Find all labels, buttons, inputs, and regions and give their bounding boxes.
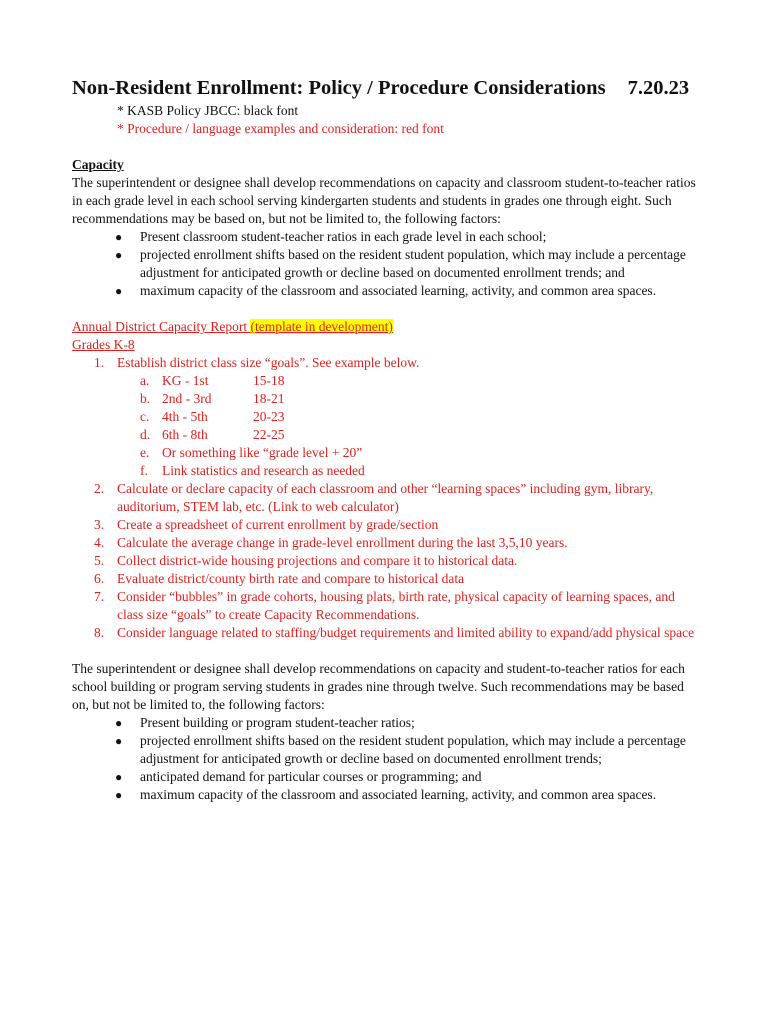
- capacity-heading: Capacity: [72, 157, 124, 172]
- grades-label[interactable]: Grades K-8: [72, 337, 135, 352]
- list-item: e. Or something like “grade level + 20”: [140, 445, 363, 460]
- bullet-icon: ●: [115, 284, 123, 298]
- report-steps-list: [72, 354, 702, 642]
- template-link[interactable]: (template in development): [250, 319, 393, 334]
- highschool-factors-list: [72, 714, 702, 804]
- report-title[interactable]: [72, 318, 702, 336]
- bullet-icon: ●: [115, 770, 123, 784]
- document-title: [72, 76, 702, 100]
- highschool-intro: The superintendent or designee shall develop recommendations on capacity and student-to-teacher ratios for each school building or program serving students in grades nine through twelve. Such recommendations may be based on, but not be limited to, the following factors:: [72, 661, 685, 712]
- bullet-icon: ●: [115, 230, 123, 244]
- list-item: b. 2nd - 3rd 18-21: [140, 391, 285, 406]
- list-item: ● projected enrollment shifts based on the resident student population, which may include a percentage adjustment for anticipated growth or decline based on documented enrollment trends; and: [115, 247, 686, 280]
- list-item: ● anticipated demand for particular courses or programming; and: [115, 769, 482, 784]
- list-item: 6. Evaluate district/county birth rate and compare to historical data: [94, 571, 465, 586]
- bullet-icon: ●: [115, 788, 123, 802]
- capacity-intro: The superintendent or designee shall develop recommendations on capacity and classroom student-to-teacher ratios in each grade level in each school serving kindergarten students and students in grades one through eight. Such recommendations may be based on, but not be limited to, the following factors:: [72, 175, 696, 226]
- legend-black: * KASB Policy JBCC: black font: [117, 103, 299, 118]
- legend-red: * Procedure / language examples and consideration: red font: [117, 121, 444, 136]
- list-item: 4. Calculate the average change in grade-level enrollment during the last 3,5,10 years.: [94, 535, 568, 550]
- document-page: [72, 76, 702, 804]
- spacer: [72, 642, 702, 660]
- list-item: ● Present classroom student-teacher ratios in each grade level in each school;: [115, 229, 547, 244]
- list-item: d. 6th - 8th 22-25: [140, 427, 285, 442]
- bullet-icon: ●: [115, 248, 123, 262]
- list-item: 3. Create a spreadsheet of current enrollment by grade/section: [94, 517, 439, 532]
- bullet-icon: ●: [115, 716, 123, 730]
- list-item: ● maximum capacity of the classroom and associated learning, activity, and common area spaces.: [115, 787, 657, 802]
- list-item: 1. Establish district class size “goals”. See example below. a. KG - 1st 15-18 b. 2nd - 3rd 18-21 c. 4th - 5th 20-23 d. 6th - 8th 22-25 e. Or something like “grade level + 20” f. Link statistics and research as needed: [72, 354, 702, 480]
- capacity-factors-list: [72, 228, 702, 300]
- class-size-goals-list: [117, 372, 702, 480]
- document-date: 7.20.23: [627, 77, 690, 99]
- list-item: a. KG - 1st 15-18: [140, 373, 285, 388]
- title-text: Non-Resident Enrollment: Policy / Procedure Considerations: [72, 77, 606, 99]
- list-item: 8. Consider language related to staffing/budget requirements and limited ability to expand/add physical space: [94, 625, 695, 640]
- list-item: 5. Collect district-wide housing projections and compare it to historical data.: [94, 553, 518, 568]
- list-item: 7. Consider “bubbles” in grade cohorts, housing plats, birth rate, physical capacity of learning spaces, and class size “goals” to create Capacity Recommendations.: [94, 589, 675, 622]
- list-item: ● projected enrollment shifts based on the resident student population, which may include a percentage adjustment for anticipated growth or decline based on documented enrollment trends;: [115, 733, 686, 766]
- list-item: ● maximum capacity of the classroom and associated learning, activity, and common area spaces.: [115, 283, 657, 298]
- report-title-link[interactable]: Annual District Capacity Report: [72, 319, 251, 334]
- report-section: [72, 318, 702, 642]
- bullet-icon: ●: [115, 734, 123, 748]
- list-item: 2. Calculate or declare capacity of each classroom and other “learning spaces” including gym, library, auditorium, STEM lab, etc. (Link to web calculator): [94, 481, 654, 514]
- font-legend: [72, 102, 702, 138]
- list-item: f. Link statistics and research as needed: [140, 463, 365, 478]
- list-item: ● Present building or program student-teacher ratios;: [115, 715, 415, 730]
- list-item: c. 4th - 5th 20-23: [140, 409, 285, 424]
